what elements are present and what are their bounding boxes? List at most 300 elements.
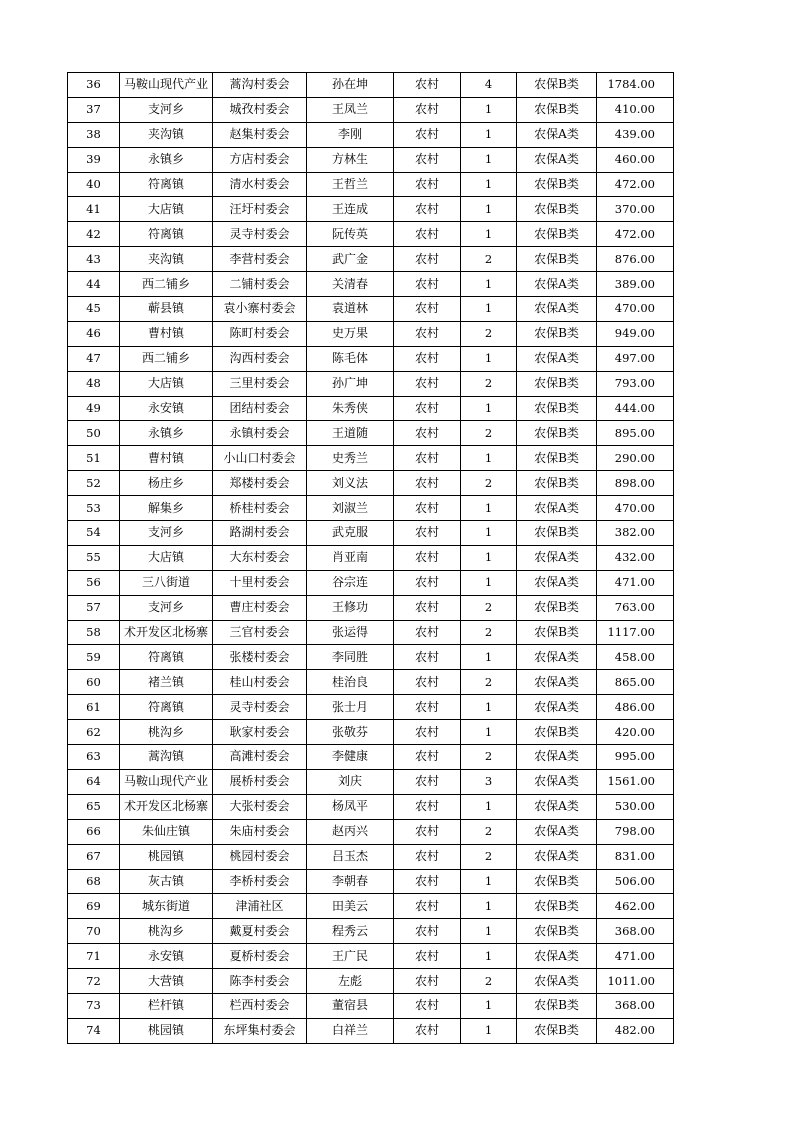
row-number-cell: 39 bbox=[68, 147, 120, 172]
township-cell: 马鞍山现代产业 bbox=[120, 769, 213, 794]
household-type-cell: 农村 bbox=[394, 421, 461, 446]
member-count-cell: 1 bbox=[461, 97, 517, 122]
township-cell: 三八街道 bbox=[120, 570, 213, 595]
village-cell: 朱庙村委会 bbox=[213, 819, 307, 844]
table-row bbox=[68, 794, 674, 819]
member-count-cell: 1 bbox=[461, 496, 517, 521]
township-cell: 符离镇 bbox=[120, 695, 213, 720]
insurance-category-cell: 农保A类 bbox=[517, 670, 597, 695]
township-cell: 永镇乡 bbox=[120, 147, 213, 172]
table-row bbox=[68, 944, 674, 969]
table-row bbox=[68, 521, 674, 546]
name-cell: 张敬芬 bbox=[307, 720, 394, 745]
township-cell: 符离镇 bbox=[120, 172, 213, 197]
household-type-cell: 农村 bbox=[394, 944, 461, 969]
row-number-cell: 49 bbox=[68, 396, 120, 421]
table-row bbox=[68, 371, 674, 396]
village-cell: 陈李村委会 bbox=[213, 969, 307, 994]
amount-cell: 472.00 bbox=[597, 222, 674, 247]
amount-cell: 995.00 bbox=[597, 745, 674, 770]
amount-cell: 865.00 bbox=[597, 670, 674, 695]
village-cell: 李营村委会 bbox=[213, 247, 307, 272]
member-count-cell: 1 bbox=[461, 521, 517, 546]
household-type-cell: 农村 bbox=[394, 73, 461, 98]
member-count-cell: 2 bbox=[461, 321, 517, 346]
household-type-cell: 农村 bbox=[394, 819, 461, 844]
member-count-cell: 1 bbox=[461, 172, 517, 197]
township-cell: 夹沟镇 bbox=[120, 247, 213, 272]
name-cell: 白祥兰 bbox=[307, 1018, 394, 1043]
row-number-cell: 37 bbox=[68, 97, 120, 122]
amount-cell: 382.00 bbox=[597, 521, 674, 546]
household-type-cell: 农村 bbox=[394, 371, 461, 396]
member-count-cell: 1 bbox=[461, 297, 517, 322]
row-number-cell: 59 bbox=[68, 645, 120, 670]
row-number-cell: 52 bbox=[68, 471, 120, 496]
insurance-category-cell: 农保B类 bbox=[517, 421, 597, 446]
village-cell: 张楼村委会 bbox=[213, 645, 307, 670]
amount-cell: 486.00 bbox=[597, 695, 674, 720]
row-number-cell: 38 bbox=[68, 122, 120, 147]
village-cell: 灵寺村委会 bbox=[213, 695, 307, 720]
village-cell: 东坪集村委会 bbox=[213, 1018, 307, 1043]
table-row bbox=[68, 545, 674, 570]
household-type-cell: 农村 bbox=[394, 570, 461, 595]
member-count-cell: 1 bbox=[461, 794, 517, 819]
member-count-cell: 1 bbox=[461, 197, 517, 222]
table-row bbox=[68, 844, 674, 869]
township-cell: 灰古镇 bbox=[120, 869, 213, 894]
row-number-cell: 42 bbox=[68, 222, 120, 247]
name-cell: 史秀兰 bbox=[307, 446, 394, 471]
insurance-category-cell: 农保B类 bbox=[517, 97, 597, 122]
table-row bbox=[68, 297, 674, 322]
name-cell: 杨凤平 bbox=[307, 794, 394, 819]
household-type-cell: 农村 bbox=[394, 844, 461, 869]
insurance-category-cell: 农保B类 bbox=[517, 471, 597, 496]
name-cell: 李朝春 bbox=[307, 869, 394, 894]
township-cell: 桃沟乡 bbox=[120, 720, 213, 745]
amount-cell: 898.00 bbox=[597, 471, 674, 496]
township-cell: 栏杆镇 bbox=[120, 993, 213, 1018]
name-cell: 王连成 bbox=[307, 197, 394, 222]
name-cell: 董宿县 bbox=[307, 993, 394, 1018]
township-cell: 褚兰镇 bbox=[120, 670, 213, 695]
amount-cell: 482.00 bbox=[597, 1018, 674, 1043]
household-type-cell: 农村 bbox=[394, 97, 461, 122]
amount-cell: 530.00 bbox=[597, 794, 674, 819]
name-cell: 张运得 bbox=[307, 620, 394, 645]
household-type-cell: 农村 bbox=[394, 272, 461, 297]
village-cell: 桂山村委会 bbox=[213, 670, 307, 695]
member-count-cell: 2 bbox=[461, 819, 517, 844]
table-row bbox=[68, 894, 674, 919]
amount-cell: 793.00 bbox=[597, 371, 674, 396]
village-cell: 高滩村委会 bbox=[213, 745, 307, 770]
name-cell: 孙在坤 bbox=[307, 73, 394, 98]
table-row bbox=[68, 471, 674, 496]
household-type-cell: 农村 bbox=[394, 297, 461, 322]
insurance-category-cell: 农保A类 bbox=[517, 645, 597, 670]
amount-cell: 1011.00 bbox=[597, 969, 674, 994]
insurance-category-cell: 农保B类 bbox=[517, 396, 597, 421]
household-type-cell: 农村 bbox=[394, 545, 461, 570]
amount-cell: 462.00 bbox=[597, 894, 674, 919]
insurance-category-cell: 农保B类 bbox=[517, 73, 597, 98]
household-type-cell: 农村 bbox=[394, 321, 461, 346]
name-cell: 孙广坤 bbox=[307, 371, 394, 396]
household-type-cell: 农村 bbox=[394, 471, 461, 496]
insurance-category-cell: 农保A类 bbox=[517, 570, 597, 595]
insurance-category-cell: 农保B类 bbox=[517, 371, 597, 396]
name-cell: 赵丙兴 bbox=[307, 819, 394, 844]
insurance-category-cell: 农保B类 bbox=[517, 894, 597, 919]
row-number-cell: 62 bbox=[68, 720, 120, 745]
village-cell: 蒿沟村委会 bbox=[213, 73, 307, 98]
household-type-cell: 农村 bbox=[394, 620, 461, 645]
amount-cell: 432.00 bbox=[597, 545, 674, 570]
table-row bbox=[68, 346, 674, 371]
row-number-cell: 66 bbox=[68, 819, 120, 844]
member-count-cell: 1 bbox=[461, 944, 517, 969]
name-cell: 李同胜 bbox=[307, 645, 394, 670]
township-cell: 桃沟乡 bbox=[120, 919, 213, 944]
township-cell: 解集乡 bbox=[120, 496, 213, 521]
table-row bbox=[68, 969, 674, 994]
household-type-cell: 农村 bbox=[394, 645, 461, 670]
household-type-cell: 农村 bbox=[394, 346, 461, 371]
table-row bbox=[68, 247, 674, 272]
township-cell: 术开发区北杨寨 bbox=[120, 620, 213, 645]
amount-cell: 798.00 bbox=[597, 819, 674, 844]
insurance-category-cell: 农保A类 bbox=[517, 496, 597, 521]
township-cell: 永安镇 bbox=[120, 396, 213, 421]
member-count-cell: 2 bbox=[461, 595, 517, 620]
household-type-cell: 农村 bbox=[394, 222, 461, 247]
township-cell: 术开发区北杨寨 bbox=[120, 794, 213, 819]
row-number-cell: 58 bbox=[68, 620, 120, 645]
row-number-cell: 46 bbox=[68, 321, 120, 346]
table-row bbox=[68, 570, 674, 595]
table-row bbox=[68, 919, 674, 944]
member-count-cell: 4 bbox=[461, 73, 517, 98]
row-number-cell: 61 bbox=[68, 695, 120, 720]
township-cell: 大店镇 bbox=[120, 371, 213, 396]
amount-cell: 439.00 bbox=[597, 122, 674, 147]
name-cell: 王道随 bbox=[307, 421, 394, 446]
village-cell: 津浦社区 bbox=[213, 894, 307, 919]
insurance-category-cell: 农保A类 bbox=[517, 147, 597, 172]
row-number-cell: 50 bbox=[68, 421, 120, 446]
insurance-category-cell: 农保A类 bbox=[517, 944, 597, 969]
township-cell: 蕲县镇 bbox=[120, 297, 213, 322]
table-row bbox=[68, 645, 674, 670]
member-count-cell: 2 bbox=[461, 745, 517, 770]
name-cell: 武广金 bbox=[307, 247, 394, 272]
amount-cell: 506.00 bbox=[597, 869, 674, 894]
amount-cell: 949.00 bbox=[597, 321, 674, 346]
village-cell: 三里村委会 bbox=[213, 371, 307, 396]
name-cell: 王哲兰 bbox=[307, 172, 394, 197]
row-number-cell: 44 bbox=[68, 272, 120, 297]
table-row bbox=[68, 720, 674, 745]
insurance-category-cell: 农保B类 bbox=[517, 720, 597, 745]
table-row bbox=[68, 321, 674, 346]
household-type-cell: 农村 bbox=[394, 720, 461, 745]
member-count-cell: 2 bbox=[461, 247, 517, 272]
household-type-cell: 农村 bbox=[394, 521, 461, 546]
amount-cell: 472.00 bbox=[597, 172, 674, 197]
village-cell: 袁小寨村委会 bbox=[213, 297, 307, 322]
village-cell: 栏西村委会 bbox=[213, 993, 307, 1018]
amount-cell: 458.00 bbox=[597, 645, 674, 670]
village-cell: 桥桂村委会 bbox=[213, 496, 307, 521]
member-count-cell: 2 bbox=[461, 670, 517, 695]
village-cell: 清水村委会 bbox=[213, 172, 307, 197]
village-cell: 永镇村委会 bbox=[213, 421, 307, 446]
township-cell: 马鞍山现代产业 bbox=[120, 73, 213, 98]
table-row bbox=[68, 769, 674, 794]
amount-cell: 763.00 bbox=[597, 595, 674, 620]
amount-cell: 471.00 bbox=[597, 570, 674, 595]
data-table bbox=[67, 72, 674, 1044]
township-cell: 符离镇 bbox=[120, 222, 213, 247]
household-type-cell: 农村 bbox=[394, 595, 461, 620]
name-cell: 阮传英 bbox=[307, 222, 394, 247]
row-number-cell: 71 bbox=[68, 944, 120, 969]
table-row bbox=[68, 869, 674, 894]
member-count-cell: 1 bbox=[461, 545, 517, 570]
insurance-category-cell: 农保A类 bbox=[517, 346, 597, 371]
row-number-cell: 60 bbox=[68, 670, 120, 695]
amount-cell: 368.00 bbox=[597, 993, 674, 1018]
insurance-category-cell: 农保A类 bbox=[517, 272, 597, 297]
amount-cell: 460.00 bbox=[597, 147, 674, 172]
member-count-cell: 1 bbox=[461, 122, 517, 147]
amount-cell: 370.00 bbox=[597, 197, 674, 222]
insurance-category-cell: 农保A类 bbox=[517, 695, 597, 720]
township-cell: 大营镇 bbox=[120, 969, 213, 994]
insurance-category-cell: 农保B类 bbox=[517, 446, 597, 471]
insurance-category-cell: 农保B类 bbox=[517, 247, 597, 272]
table-row bbox=[68, 670, 674, 695]
row-number-cell: 36 bbox=[68, 73, 120, 98]
amount-cell: 368.00 bbox=[597, 919, 674, 944]
member-count-cell: 2 bbox=[461, 371, 517, 396]
township-cell: 永镇乡 bbox=[120, 421, 213, 446]
name-cell: 刘义法 bbox=[307, 471, 394, 496]
household-type-cell: 农村 bbox=[394, 172, 461, 197]
amount-cell: 444.00 bbox=[597, 396, 674, 421]
member-count-cell: 1 bbox=[461, 695, 517, 720]
township-cell: 桃园镇 bbox=[120, 1018, 213, 1043]
household-type-cell: 农村 bbox=[394, 794, 461, 819]
insurance-category-cell: 农保A类 bbox=[517, 769, 597, 794]
table-row bbox=[68, 222, 674, 247]
name-cell: 左彪 bbox=[307, 969, 394, 994]
household-type-cell: 农村 bbox=[394, 1018, 461, 1043]
name-cell: 方林生 bbox=[307, 147, 394, 172]
insurance-category-cell: 农保B类 bbox=[517, 620, 597, 645]
table-row bbox=[68, 197, 674, 222]
table-row bbox=[68, 819, 674, 844]
insurance-category-cell: 农保B类 bbox=[517, 869, 597, 894]
name-cell: 张士月 bbox=[307, 695, 394, 720]
village-cell: 展桥村委会 bbox=[213, 769, 307, 794]
name-cell: 吕玉杰 bbox=[307, 844, 394, 869]
household-type-cell: 农村 bbox=[394, 247, 461, 272]
row-number-cell: 73 bbox=[68, 993, 120, 1018]
member-count-cell: 1 bbox=[461, 919, 517, 944]
village-cell: 陈町村委会 bbox=[213, 321, 307, 346]
township-cell: 西二铺乡 bbox=[120, 346, 213, 371]
village-cell: 灵寺村委会 bbox=[213, 222, 307, 247]
member-count-cell: 1 bbox=[461, 222, 517, 247]
household-type-cell: 农村 bbox=[394, 695, 461, 720]
row-number-cell: 40 bbox=[68, 172, 120, 197]
household-type-cell: 农村 bbox=[394, 147, 461, 172]
village-cell: 方店村委会 bbox=[213, 147, 307, 172]
row-number-cell: 53 bbox=[68, 496, 120, 521]
member-count-cell: 2 bbox=[461, 844, 517, 869]
insurance-category-cell: 农保A类 bbox=[517, 819, 597, 844]
insurance-category-cell: 农保B类 bbox=[517, 521, 597, 546]
amount-cell: 1561.00 bbox=[597, 769, 674, 794]
row-number-cell: 57 bbox=[68, 595, 120, 620]
village-cell: 郑楼村委会 bbox=[213, 471, 307, 496]
village-cell: 二铺村委会 bbox=[213, 272, 307, 297]
township-cell: 支河乡 bbox=[120, 595, 213, 620]
member-count-cell: 1 bbox=[461, 894, 517, 919]
table-row bbox=[68, 421, 674, 446]
insurance-category-cell: 农保B类 bbox=[517, 993, 597, 1018]
village-cell: 团结村委会 bbox=[213, 396, 307, 421]
name-cell: 谷宗连 bbox=[307, 570, 394, 595]
table-row bbox=[68, 122, 674, 147]
insurance-category-cell: 农保B类 bbox=[517, 1018, 597, 1043]
insurance-category-cell: 农保A类 bbox=[517, 844, 597, 869]
member-count-cell: 2 bbox=[461, 620, 517, 645]
amount-cell: 497.00 bbox=[597, 346, 674, 371]
table-row bbox=[68, 496, 674, 521]
table-row bbox=[68, 595, 674, 620]
amount-cell: 389.00 bbox=[597, 272, 674, 297]
household-type-cell: 农村 bbox=[394, 894, 461, 919]
township-cell: 支河乡 bbox=[120, 521, 213, 546]
table-row bbox=[68, 993, 674, 1018]
insurance-category-cell: 农保B类 bbox=[517, 172, 597, 197]
insurance-category-cell: 农保A类 bbox=[517, 545, 597, 570]
township-cell: 永安镇 bbox=[120, 944, 213, 969]
township-cell: 符离镇 bbox=[120, 645, 213, 670]
member-count-cell: 1 bbox=[461, 346, 517, 371]
household-type-cell: 农村 bbox=[394, 993, 461, 1018]
row-number-cell: 56 bbox=[68, 570, 120, 595]
table-row bbox=[68, 172, 674, 197]
member-count-cell: 1 bbox=[461, 446, 517, 471]
row-number-cell: 68 bbox=[68, 869, 120, 894]
household-type-cell: 农村 bbox=[394, 670, 461, 695]
member-count-cell: 2 bbox=[461, 969, 517, 994]
name-cell: 李健康 bbox=[307, 745, 394, 770]
village-cell: 沟西村委会 bbox=[213, 346, 307, 371]
township-cell: 曹村镇 bbox=[120, 321, 213, 346]
name-cell: 武克服 bbox=[307, 521, 394, 546]
household-type-cell: 农村 bbox=[394, 745, 461, 770]
village-cell: 李桥村委会 bbox=[213, 869, 307, 894]
amount-cell: 470.00 bbox=[597, 297, 674, 322]
amount-cell: 471.00 bbox=[597, 944, 674, 969]
name-cell: 桂治良 bbox=[307, 670, 394, 695]
name-cell: 史万果 bbox=[307, 321, 394, 346]
member-count-cell: 2 bbox=[461, 471, 517, 496]
township-cell: 朱仙庄镇 bbox=[120, 819, 213, 844]
insurance-category-cell: 农保B类 bbox=[517, 595, 597, 620]
row-number-cell: 45 bbox=[68, 297, 120, 322]
insurance-category-cell: 农保B类 bbox=[517, 222, 597, 247]
name-cell: 田美云 bbox=[307, 894, 394, 919]
township-cell: 大店镇 bbox=[120, 545, 213, 570]
member-count-cell: 1 bbox=[461, 720, 517, 745]
member-count-cell: 2 bbox=[461, 421, 517, 446]
insurance-category-cell: 农保A类 bbox=[517, 745, 597, 770]
household-type-cell: 农村 bbox=[394, 122, 461, 147]
member-count-cell: 1 bbox=[461, 869, 517, 894]
name-cell: 陈毛体 bbox=[307, 346, 394, 371]
member-count-cell: 3 bbox=[461, 769, 517, 794]
township-cell: 支河乡 bbox=[120, 97, 213, 122]
row-number-cell: 48 bbox=[68, 371, 120, 396]
member-count-cell: 1 bbox=[461, 993, 517, 1018]
amount-cell: 895.00 bbox=[597, 421, 674, 446]
member-count-cell: 1 bbox=[461, 1018, 517, 1043]
amount-cell: 420.00 bbox=[597, 720, 674, 745]
insurance-category-cell: 农保A类 bbox=[517, 794, 597, 819]
insurance-category-cell: 农保A类 bbox=[517, 122, 597, 147]
member-count-cell: 1 bbox=[461, 272, 517, 297]
name-cell: 肖亚南 bbox=[307, 545, 394, 570]
household-type-cell: 农村 bbox=[394, 969, 461, 994]
village-cell: 耿家村委会 bbox=[213, 720, 307, 745]
member-count-cell: 1 bbox=[461, 147, 517, 172]
name-cell: 王修功 bbox=[307, 595, 394, 620]
name-cell: 王凤兰 bbox=[307, 97, 394, 122]
table-row bbox=[68, 620, 674, 645]
township-cell: 杨庄乡 bbox=[120, 471, 213, 496]
village-cell: 夏桥村委会 bbox=[213, 944, 307, 969]
township-cell: 西二铺乡 bbox=[120, 272, 213, 297]
row-number-cell: 65 bbox=[68, 794, 120, 819]
table-row bbox=[68, 446, 674, 471]
row-number-cell: 41 bbox=[68, 197, 120, 222]
insurance-category-cell: 农保B类 bbox=[517, 197, 597, 222]
row-number-cell: 55 bbox=[68, 545, 120, 570]
village-cell: 大张村委会 bbox=[213, 794, 307, 819]
village-cell: 赵集村委会 bbox=[213, 122, 307, 147]
amount-cell: 470.00 bbox=[597, 496, 674, 521]
township-cell: 大店镇 bbox=[120, 197, 213, 222]
member-count-cell: 1 bbox=[461, 396, 517, 421]
table-body bbox=[68, 73, 674, 1044]
table-row bbox=[68, 147, 674, 172]
table-row bbox=[68, 97, 674, 122]
table-row bbox=[68, 396, 674, 421]
village-cell: 城孜村委会 bbox=[213, 97, 307, 122]
household-type-cell: 农村 bbox=[394, 496, 461, 521]
table-row bbox=[68, 272, 674, 297]
insurance-category-cell: 农保A类 bbox=[517, 969, 597, 994]
name-cell: 朱秀侠 bbox=[307, 396, 394, 421]
